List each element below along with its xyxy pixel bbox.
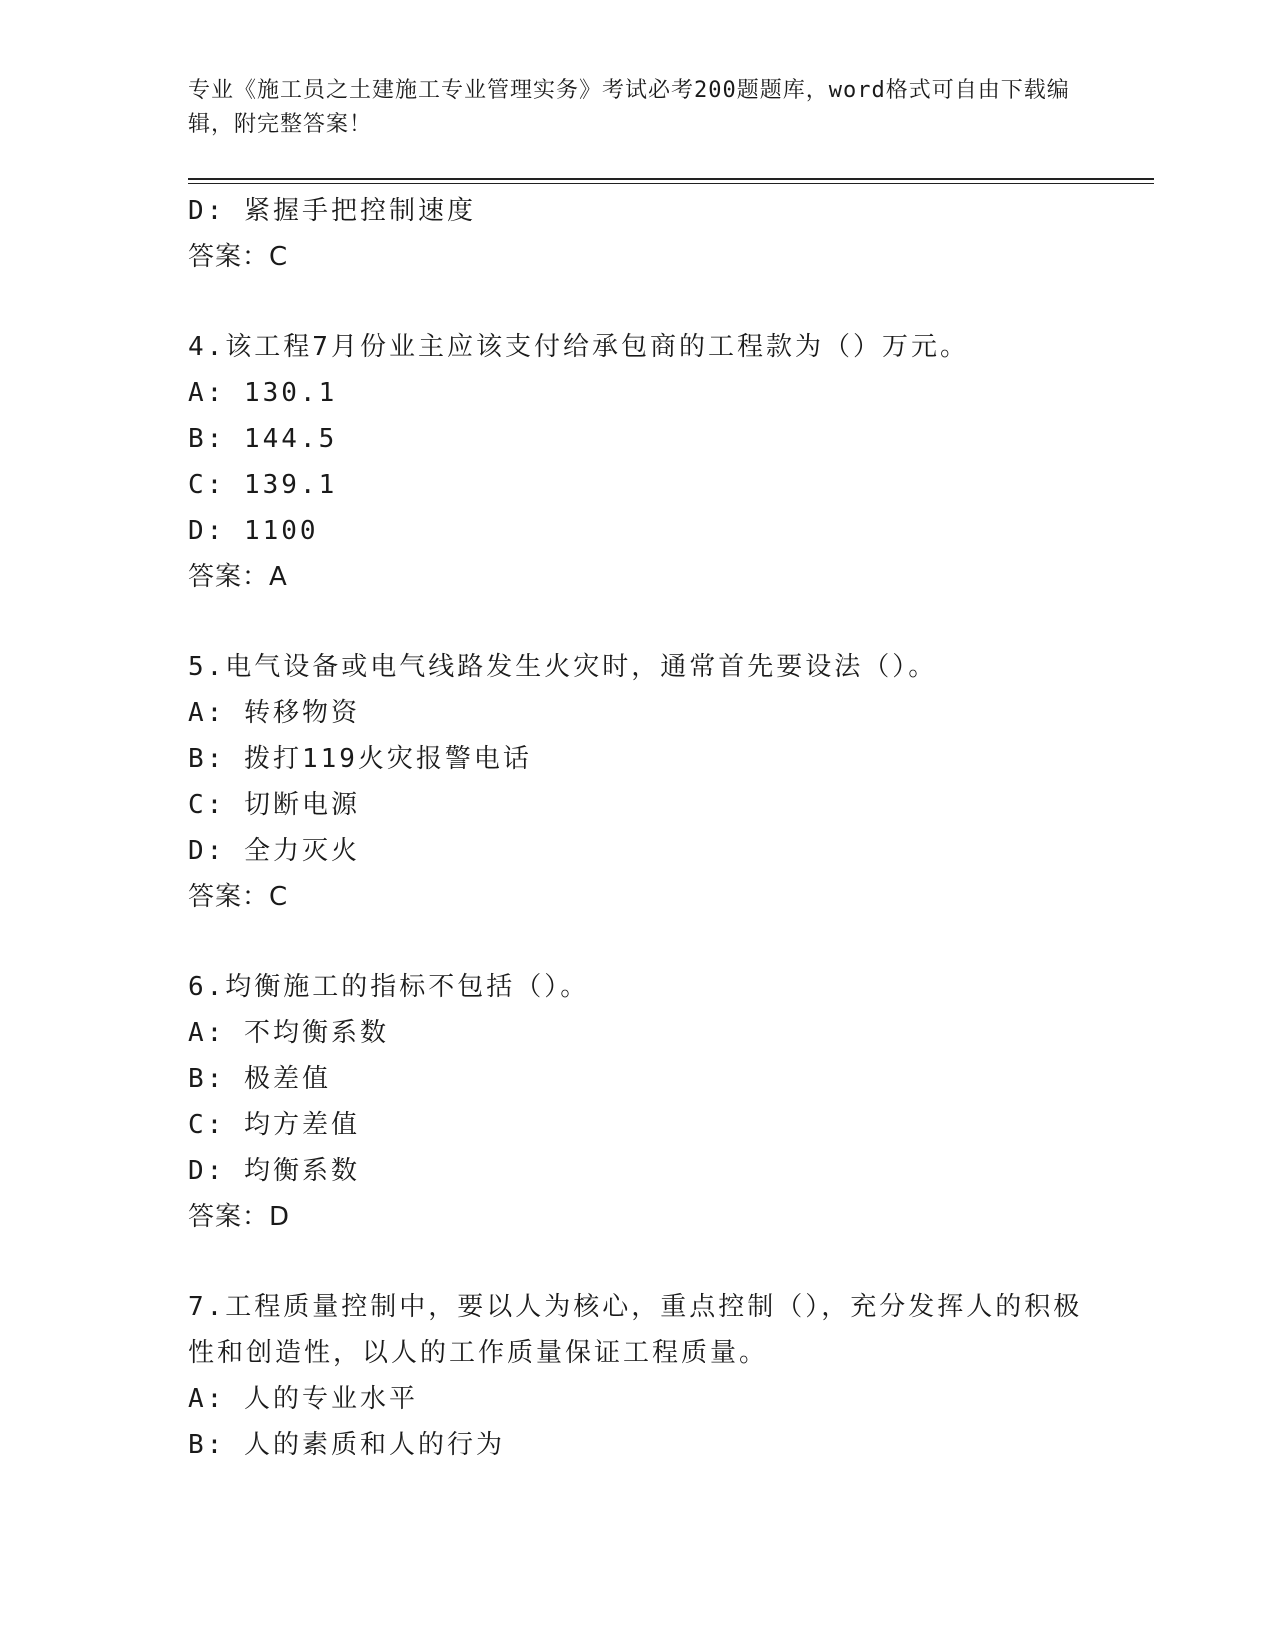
q6-option-b: B: 极差值 [188,1064,331,1094]
q6-question: 6.均衡施工的指标不包括（）。 [188,972,590,1002]
q4-option-d: D: 1100 [188,516,319,546]
q5-question: 5.电气设备或电气线路发生火灾时，通常首先要设法（）。 [188,652,938,682]
spacer [188,920,1088,964]
header-divider-thin [188,183,1154,184]
q5-option-d: D: 全力灭火 [188,836,360,866]
document-header: 专业《施工员之土建施工专业管理实务》考试必考200题题库，word格式可自由下载编辑，附完整答案！ [188,78,1070,137]
q5-option-b: B: 拨打119火灾报警电话 [188,744,532,774]
q4-option-b: B: 144.5 [188,424,338,454]
q6-option-d: D: 均衡系数 [188,1156,360,1186]
prev-option-d: D: 紧握手把控制速度 [188,196,476,226]
q4-option-a: A: 130.1 [188,378,338,408]
q5-option-a: A: 转移物资 [188,698,360,728]
question-list [188,188,1088,1468]
q5-option-c: C: 切断电源 [188,790,360,820]
q6-option-a: A: 不均衡系数 [188,1018,389,1048]
q6-option-c: C: 均方差值 [188,1110,360,1140]
spacer [188,280,1088,324]
q4-option-c: C: 139.1 [188,470,338,500]
spacer [188,1240,1088,1284]
spacer [188,600,1088,644]
q6-answer: 答案：D [188,1202,291,1232]
q5-answer: 答案：C [188,882,289,912]
header-divider-thick [188,178,1154,180]
q7-question: 7.工程质量控制中，要以人为核心，重点控制（），充分发挥人的积极性和创造性，以人的工作质量保证工程质量。 [188,1292,1083,1368]
prev-answer: 答案：C [188,242,289,272]
q7-option-b: B: 人的素质和人的行为 [188,1430,505,1460]
q7-option-a: A: 人的专业水平 [188,1384,418,1414]
q4-answer: 答案：A [188,562,288,592]
q4-question: 4.该工程7月份业主应该支付给承包商的工程款为（）万元。 [188,332,969,362]
